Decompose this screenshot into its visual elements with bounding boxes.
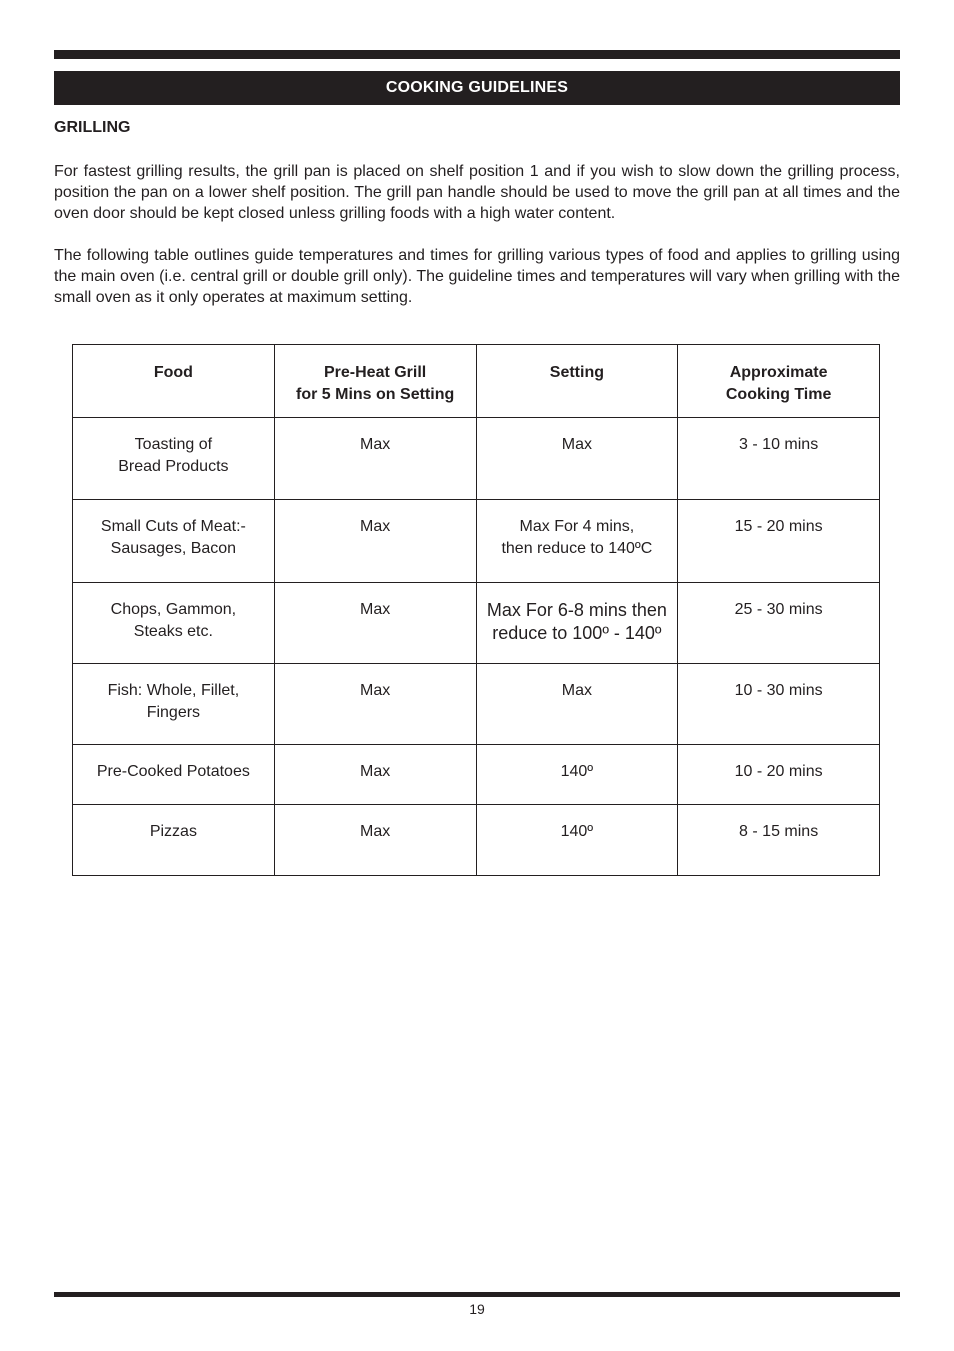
preheat-cell: Max	[274, 745, 476, 805]
food-cell: Toasting of Bread Products	[73, 418, 275, 500]
grilling-guide-table	[72, 344, 880, 876]
food-cell: Fish: Whole, Fillet, Fingers	[73, 664, 275, 745]
cooking-time-cell: 15 - 20 mins	[678, 500, 880, 583]
food-cell: Pre-Cooked Potatoes	[73, 745, 275, 805]
column-header-food: Food	[73, 345, 275, 418]
table-intro-paragraph: The following table outlines guide temperatures and times for grilling various types of food and applies to grilling using the main oven (i.e. central grill or double grill only). The guideline times and temperatures will vary when grilling with the small oven as it only operates at maximum setting.	[54, 247, 900, 306]
intro-paragraph: For fastest grilling results, the grill pan is placed on shelf position 1 and if you wish to slow down the grilling process, position the pan on a lower shelf position. The grill pan handle should be used to move the grill pan at all times and the oven door should be kept closed unless grilling foods with a high water content.	[54, 163, 900, 222]
preheat-cell: Max	[274, 418, 476, 500]
section-heading: GRILLING	[54, 119, 131, 136]
table-row	[73, 418, 880, 500]
cooking-time-cell: 8 - 15 mins	[678, 805, 880, 876]
setting-cell: 140º	[476, 745, 678, 805]
table-header-row	[73, 345, 880, 418]
section-banner: COOKING GUIDELINES	[54, 71, 900, 105]
setting-cell: Max For 4 mins, then reduce to 140ºC	[476, 500, 678, 583]
page-number: 19	[469, 1301, 485, 1317]
top-rule	[54, 50, 900, 59]
column-header-cooking-time: Approximate Cooking Time	[678, 345, 880, 418]
table-row	[73, 805, 880, 876]
table-row	[73, 583, 880, 664]
food-cell: Small Cuts of Meat:- Sausages, Bacon	[73, 500, 275, 583]
setting-cell: Max For 6-8 mins then reduce to 100º - 140º	[476, 583, 678, 664]
table-row	[73, 745, 880, 805]
column-header-setting: Setting	[476, 345, 678, 418]
cooking-time-cell: 25 - 30 mins	[678, 583, 880, 664]
food-cell: Chops, Gammon, Steaks etc.	[73, 583, 275, 664]
cooking-time-cell: 10 - 30 mins	[678, 664, 880, 745]
bottom-rule	[54, 1292, 900, 1297]
column-header-preheat: Pre-Heat Grill for 5 Mins on Setting	[274, 345, 476, 418]
preheat-cell: Max	[274, 583, 476, 664]
cooking-time-cell: 3 - 10 mins	[678, 418, 880, 500]
food-cell: Pizzas	[73, 805, 275, 876]
table-row	[73, 500, 880, 583]
preheat-cell: Max	[274, 500, 476, 583]
preheat-cell: Max	[274, 805, 476, 876]
setting-cell: Max	[476, 418, 678, 500]
preheat-cell: Max	[274, 664, 476, 745]
cooking-time-cell: 10 - 20 mins	[678, 745, 880, 805]
setting-cell: Max	[476, 664, 678, 745]
setting-cell: 140º	[476, 805, 678, 876]
table-row	[73, 664, 880, 745]
